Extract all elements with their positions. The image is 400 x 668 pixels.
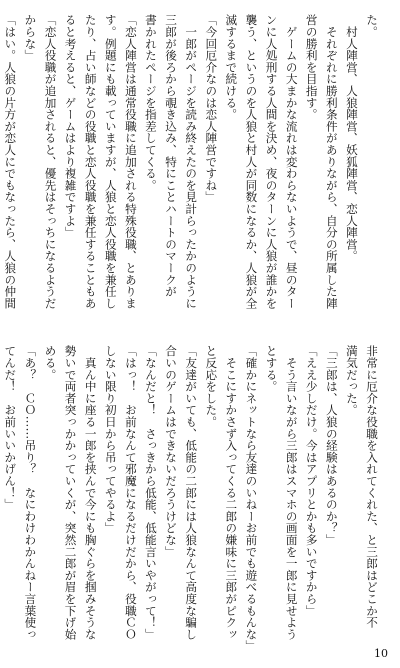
text-column: た。	[365, 14, 379, 38]
text-column: 「はい。人狼の片方が恋人にでもなったら、人狼の仲間	[3, 14, 18, 309]
text-column: そこにすかさず入ってくる二郎の嫌味に三郎がピクッ	[224, 345, 239, 640]
text-column: 「恋人陣営は通常役職に追加される特殊役職、とありま	[123, 14, 138, 309]
text-column: たり、占い師などの役職と恋人役職を兼任することもあ	[83, 14, 98, 309]
text-column: しない限り初日から吊ってやるよ」	[103, 345, 118, 534]
text-column: 「友達がいても、低能の二郎には人狼なんて高度な騙し	[184, 345, 199, 640]
text-column: ると考えると、ゲームはより複雑ですよ」	[63, 14, 78, 239]
text-column: 一郎がページを読み終えたのを見計らったかのように	[184, 14, 199, 309]
text-column: てんだ！ お前いいかげん！」	[3, 345, 18, 511]
text-column: と反応をした。	[204, 345, 219, 428]
text-column: 「恋人役職が追加されると、優先はそっちになるようだ	[43, 14, 58, 309]
text-column: とする。	[264, 345, 279, 393]
text-column: す。例題にも載っていますが、人狼と恋人役職を兼任し	[103, 14, 118, 309]
text-column: 「三郎は、人狼の経験はあるのか？」	[324, 345, 339, 546]
text-column: 村人陣営、人狼陣営、妖狐陣営、恋人陣営。	[344, 14, 359, 262]
text-column: 合いのゲームはできないだろうけどな」	[164, 345, 179, 558]
text-column: 「確かにネットなら友達のいねーお前でも遊べるもんな」	[244, 345, 259, 652]
text-column: 「ええ少しだけ。今はアプリとかも多いですから」	[304, 345, 319, 617]
text-column: からな」	[23, 14, 38, 62]
text-column: 勢いで両者突っかかっていくが、突然二郎が眉を下げ始	[63, 345, 78, 640]
text-column: 営の勝利を目指す。	[304, 14, 319, 121]
text-column: 「あ？ ＣＯ……吊り？ なにわけわかんねー言葉使っ	[23, 345, 38, 640]
text-column: 非常に厄介な役職を入れてくれた、と三郎はどこか不	[365, 345, 379, 629]
text-column: 満気だった。	[344, 345, 359, 416]
text-column: める。	[43, 345, 58, 381]
text-column: 三郎が後ろから覗き込み、特にことハートのマークが	[164, 14, 179, 298]
text-column: 真ん中に座る一郎を挟んで今にも胸ぐらを掴みそうな	[83, 345, 98, 640]
text-column: 書かれたページを指差してくる。	[143, 14, 158, 191]
text-column: そう言いながら三郎はスマホの画面を一郎に見せよう	[284, 345, 299, 640]
text-column: 「今回厄介なのは恋人陣営ですね」	[204, 14, 219, 203]
page-number: 10	[374, 647, 388, 660]
top-text-block	[3, 14, 382, 317]
text-column: それぞれに勝利条件がありながら、自分の所属した陣	[324, 14, 339, 309]
text-column: ンに人処刑する人間を決め、夜のターンに人狼が誰かを	[264, 14, 279, 309]
bottom-text-block	[3, 345, 382, 652]
text-column: 「なんだと！ さっきから低能、低能言いやがって！」	[143, 345, 158, 640]
text-column: 「はっ！ お前なんて邪魔になるだけだから、役職ＣＯ	[123, 345, 138, 640]
text-column: 滅するまで続ける。	[224, 14, 239, 121]
text-column: 襲う、というのを人狼と村人が同数になるか、人狼が全	[244, 14, 259, 309]
text-column: ゲームの大まかな流れは変わらないようで、昼のター	[284, 14, 299, 309]
